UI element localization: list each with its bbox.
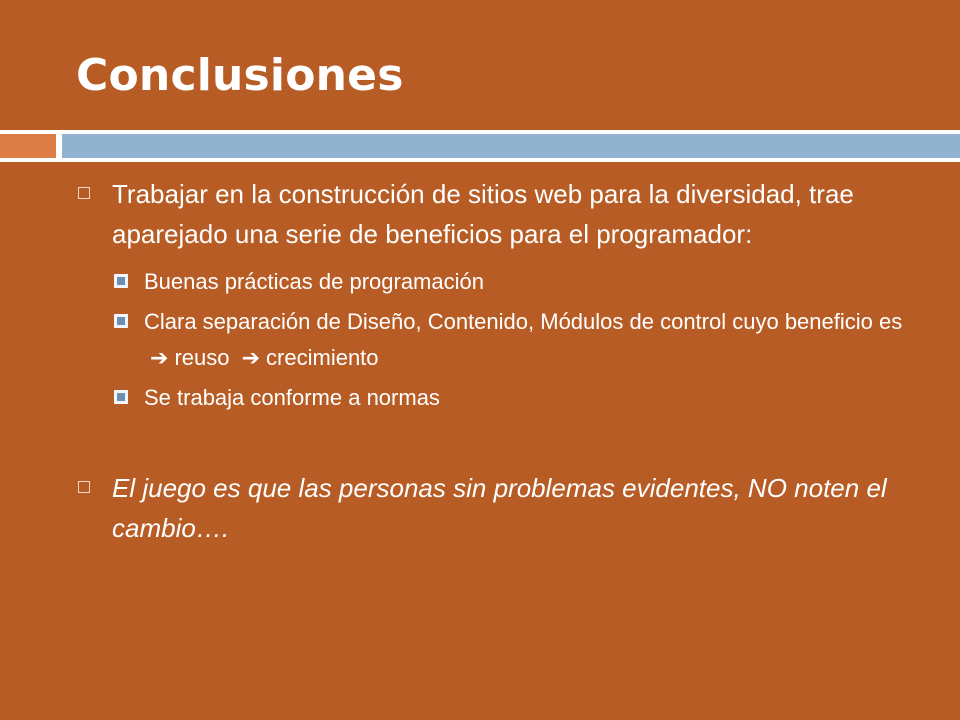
sub-bullet-list (78, 264, 918, 416)
divider-blue-block (62, 134, 960, 158)
sub-bullet-item (78, 304, 918, 376)
bullet-text: Trabajar en la construcción de sitios web para la diversidad, trae aparejado una serie de beneficios para el programador: (112, 179, 854, 249)
square-outline-bullet-icon (78, 187, 90, 199)
square-outline-bullet-icon (78, 481, 90, 493)
sub-bullet-text: Se trabaja conforme a normas (144, 385, 440, 410)
sub-bullet-text-reuso: reuso (174, 345, 230, 370)
right-arrow-icon: ➔ (150, 345, 169, 370)
sub-bullet-text-crecimiento: crecimiento (266, 345, 379, 370)
title-divider-bar (0, 130, 960, 162)
square-filled-bullet-icon (114, 390, 128, 404)
square-filled-bullet-icon (114, 274, 128, 288)
slide-content (78, 174, 918, 548)
bullet-item (78, 174, 918, 254)
sub-bullet-text: Buenas prácticas de programación (144, 269, 484, 294)
bullet-item (78, 468, 918, 548)
bullet-text: El juego es que las personas sin problemas evidentes, NO noten el cambio…. (112, 473, 887, 543)
slide-title: Conclusiones (76, 50, 404, 101)
sub-bullet-text: Clara separación de Diseño, Contenido, Módulos de control cuyo beneficio es (144, 309, 903, 334)
square-filled-bullet-icon (114, 314, 128, 328)
right-arrow-icon: ➔ (241, 345, 261, 370)
divider-orange-block (0, 134, 56, 158)
sub-bullet-item (78, 380, 918, 416)
sub-bullet-item (78, 264, 918, 300)
